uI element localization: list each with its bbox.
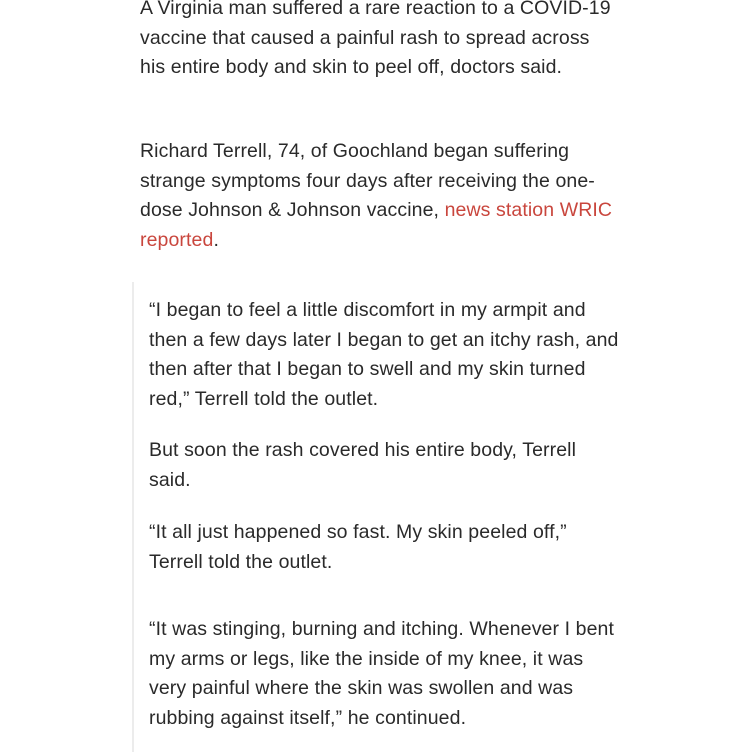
wric-news-link[interactable]: news station WRIC reported xyxy=(140,199,613,251)
quote-paragraph-stinging: “It was stinging, burning and itching. Whenever I bent my arms or legs, like the inside of my knee, it was very painful where the skin was swollen and was rubbing against itself,” he continued. xyxy=(149,618,614,729)
article-paragraph-intro: A Virginia man suffered a rare reaction to a COVID-19 vaccine that caused a painful rash to spread across his entire body and skin to peel off, doctors said. xyxy=(140,0,611,78)
paragraph-text-end: . xyxy=(213,228,219,251)
article-paragraph-terrell xyxy=(140,137,620,255)
quote-paragraph-peeled: “It all just happened so fast. My skin peeled off,” Terrell told the outlet. xyxy=(149,521,567,573)
paragraph-text: Richard Terrell, 74, of Goochland began suffering strange symptoms four days after receiving the one-dose Johnson & Johnson vaccine, xyxy=(140,140,595,221)
quote-paragraph-rash: But soon the rash covered his entire body, Terrell said. xyxy=(149,439,577,491)
quote-paragraph-armpit: “I began to feel a little discomfort in my armpit and then a few days later I began to get an itchy rash, and then after that I began to swell and my skin turned red,” Terrell told the outlet. xyxy=(149,299,619,410)
blockquote xyxy=(132,282,624,752)
